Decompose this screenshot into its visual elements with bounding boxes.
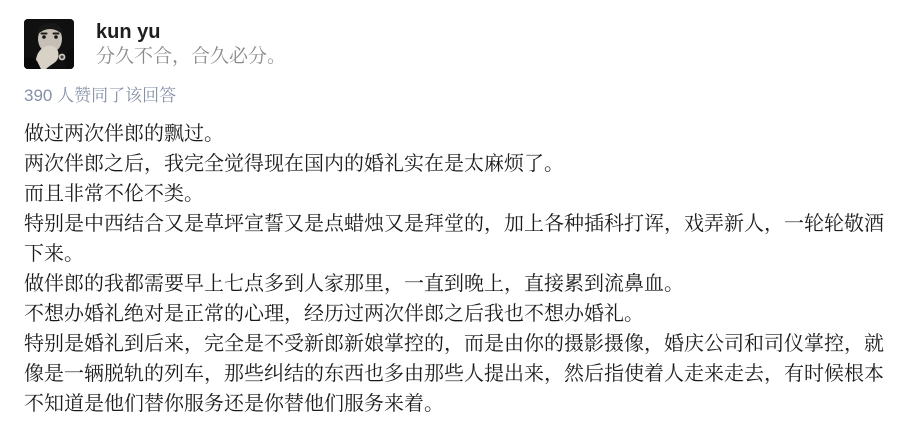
- author-header: [24, 19, 886, 69]
- answer-paragraph: 特别是中西结合又是草坪宣誓又是点蜡烛又是拜堂的，加上各种插科打诨，戏弄新人，一轮轮敬酒下来。: [24, 213, 884, 265]
- answer-paragraph: 特别是婚礼到后来，完全是不受新郎新娘掌控的，而是由你的摄影摄像，婚庆公司和司仪掌控，就像是一辆脱轨的列车，那些纠结的东西也多由那些人提出来，然后指使着人走来走去，有时候根本不知道是他们替你服务还是你替他们服务来着。: [24, 333, 884, 415]
- upvote-count: 390 人赞同了该回答: [24, 86, 177, 105]
- answer-paragraph: 两次伴郎之后，我完全觉得现在国内的婚礼实在是太麻烦了。: [24, 153, 564, 175]
- avatar[interactable]: [24, 19, 74, 69]
- answer-paragraph: 不想办婚礼绝对是正常的心理，经历过两次伴郎之后我也不想办婚礼。: [24, 303, 644, 325]
- avatar-image: [24, 19, 74, 69]
- author-info: [96, 19, 286, 69]
- author-headline: 分久不合，合久必分。: [96, 46, 287, 67]
- answer-content: [24, 119, 886, 419]
- author-name[interactable]: kun yu: [96, 21, 161, 43]
- answer-paragraph: 做过两次伴郎的飘过。: [24, 123, 224, 145]
- answer-paragraph: 做伴郎的我都需要早上七点多到人家那里，一直到晚上，直接累到流鼻血。: [24, 273, 684, 295]
- answer-paragraph: 而且非常不伦不类。: [24, 183, 204, 205]
